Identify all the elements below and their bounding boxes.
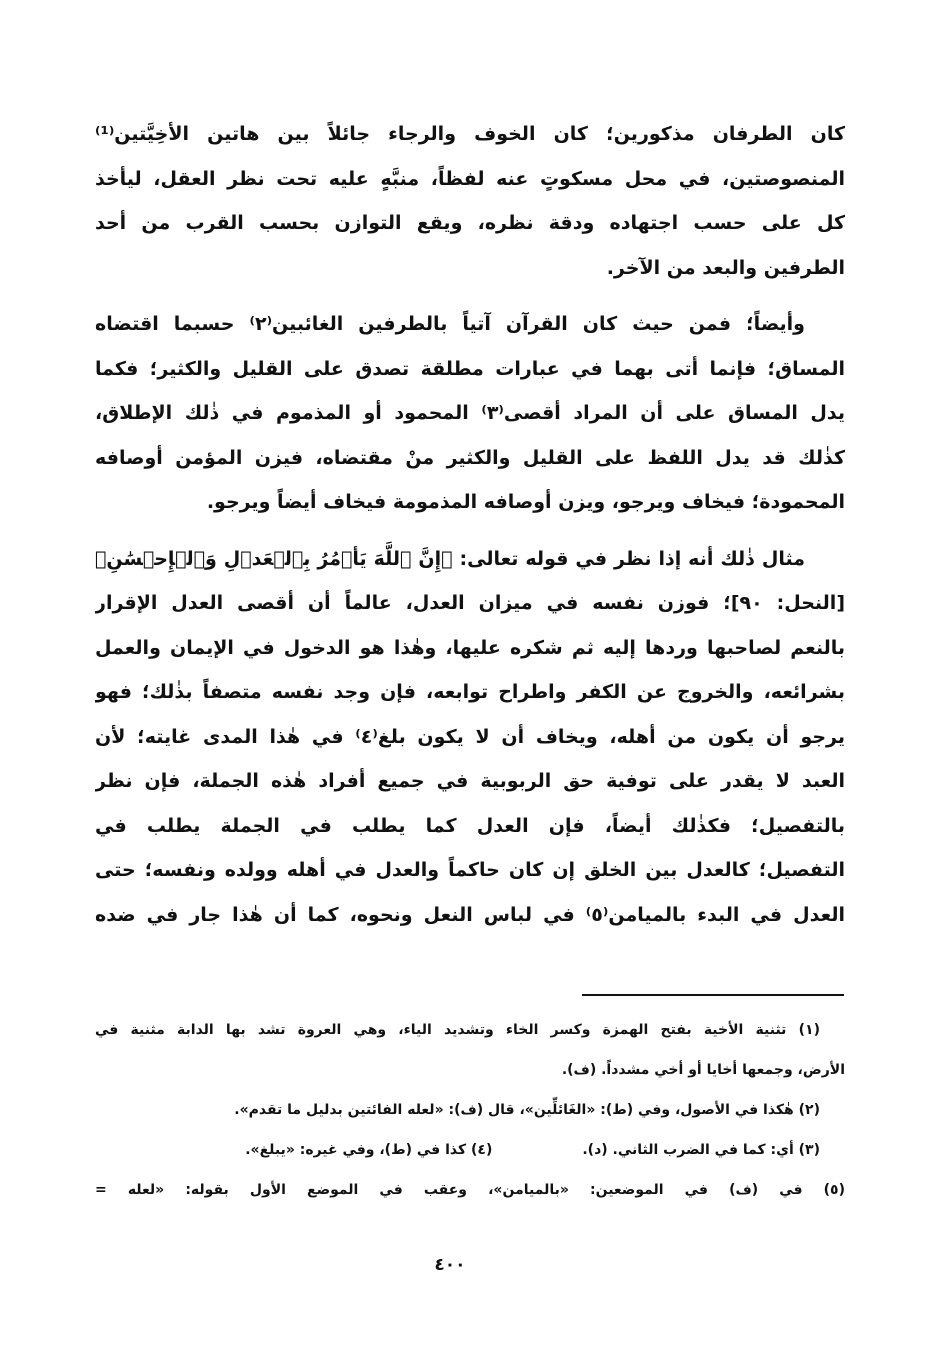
- footnote-5: (٥) في (ف) في الموضعين: «بالميامن»، وعقب في الموضع الأول بقوله: «لعله =: [95, 1182, 845, 1198]
- text-line: العبد لا يقدر على توفية حق الربوبية في جميع أفراد هٰذه الجملة، فإن نظر: [95, 770, 845, 792]
- footnote-2: (٢) هٰكذا في الأصول، وفي (ط): «الغَائلِّين»، قال (ف): «لعله الفائتين بدليل ما تقدم».: [234, 1102, 820, 1118]
- text-line: مثال ذٰلك أنه إذا نظر في قوله تعالى: ﴿إِنَّ ٱللَّهَ يَأۡمُرُ بِٱلۡعَدۡلِ وَٱلۡإِحۡسَٰنِ﴾: [95, 547, 805, 570]
- paragraph-1: [95, 112, 845, 290]
- text-line: التفصيل؛ كالعدل بين الخلق إن كان حاكماً والعدل في أهله وولده ونفسه؛ حتى: [95, 859, 845, 881]
- text-line: العدل في البدء بالميامن⁽٥⁾ في لباس النعل ونحوه، كما أن هٰذا جار في ضده: [95, 903, 845, 926]
- footnote-3: (٣) أي: كما في الضرب الثاني. (د).: [582, 1142, 820, 1158]
- text-line: الطرفين والبعد من الآخر.: [606, 256, 845, 279]
- text-line: يدل المساق على أن المراد أقصى⁽٣⁾ المحمود أو المذموم في ذٰلك الإطلاق،: [95, 402, 845, 424]
- main-text: [95, 112, 845, 937]
- text-line: كذٰلك قد يدل اللفظ على القليل والكثير منْ مقتضاه، فيزن المؤمن أوصافه: [95, 446, 845, 469]
- text-line: بالتفصيل؛ فكذٰلك أيضاً، فإن العدل كما يطلب في الجملة يطلب في: [95, 814, 845, 837]
- text-line: كان الطرفان مذكورين؛ كان الخوف والرجاء جائلاً بين هاتين الأخِيَّتين⁽¹⁾: [95, 123, 845, 145]
- footnote-1: (١) تثنية الأخية بفتح الهمزة وكسر الخاء وتشديد الياء، وهي العروة تشد بها الدابة مثنية في: [95, 1022, 820, 1038]
- text-line: المساق؛ فإنما أتى بهما في عبارات مطلقة تصدق على القليل والكثير؛ فكما: [95, 357, 845, 380]
- page-number: ٤٠٠: [434, 1255, 466, 1275]
- footnote-separator: [582, 994, 844, 996]
- paragraph-2: [95, 302, 845, 525]
- text-line: المنصوصتين، في محل مسكوتٍ عنه لفظاً، منبَّهٍ عليه تحت نظر العقل، ليأخذ: [95, 167, 845, 190]
- text-line: [النحل: ٩٠]؛ فوزن نفسه في ميزان العدل، عالماً أن أقصى العدل الإقرار: [95, 592, 845, 614]
- footnote-1-cont: الأرض، وجمعها أخايا أو أخي مشدداً. (ف).: [561, 1062, 845, 1078]
- text-line: بشرائعه، والخروج عن الكفر واطراح توابعه، فإن وجد نفسه متصفاً بذٰلك؛ فهو: [95, 681, 845, 703]
- text-line: كل على حسب اجتهاده ودقة نظره، ويقع التوازن بحسب القرب من أحد: [95, 212, 845, 234]
- text-line: وأيضاً؛ فمن حيث كان القرآن آتياً بالطرفين الغائبين⁽٢⁾ حسبما اقتضاه: [95, 313, 805, 335]
- footnote-4: (٤) كذا في (ط)، وفي غيره: «يبلغ».: [245, 1142, 493, 1158]
- text-line: يرجو أن يكون من أهله، ويخاف أن لا يكون بلغ⁽٤⁾ في هٰذا المدى غايته؛ لأن: [95, 725, 845, 748]
- paragraph-3: [95, 537, 845, 938]
- footnotes: [95, 1010, 845, 1210]
- text-line: المحمودة؛ فيخاف ويرجو، ويزن أوصافه المذمومة فيخاف أيضاً ويرجو.: [206, 491, 845, 513]
- text-line: بالنعم لصاحبها وردها إليه ثم شكره عليها، وهٰذا هو الدخول في الإيمان والعمل: [95, 636, 845, 659]
